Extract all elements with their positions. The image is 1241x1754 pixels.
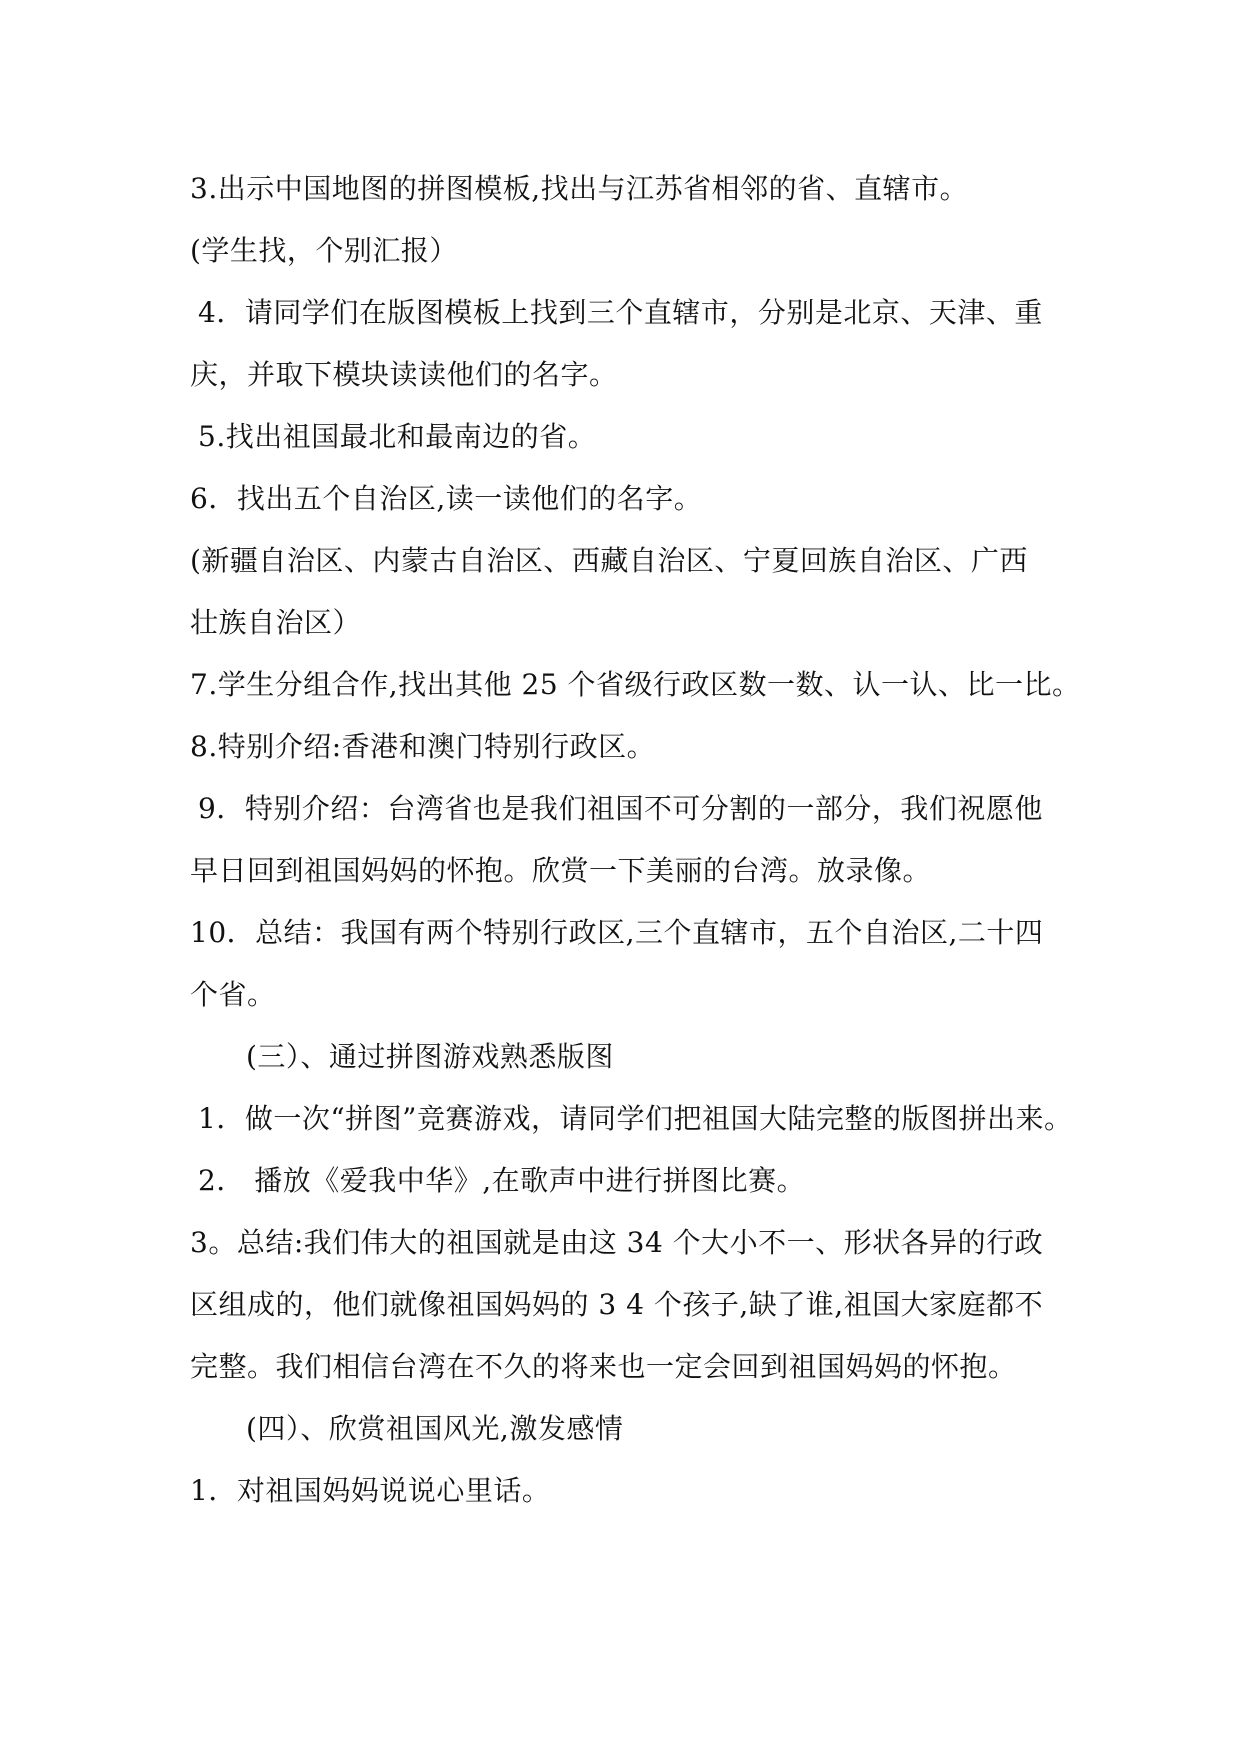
paragraph-line: 1．对祖国妈妈说说心里话。	[190, 1474, 551, 1507]
paragraph-line: 3.出示中国地图的拼图模板,找出与江苏省相邻的省、直辖市。	[190, 172, 969, 205]
paragraph-line: 完整。我们相信台湾在不久的将来也一定会回到祖国妈妈的怀抱。	[190, 1350, 1017, 1383]
paragraph-line: 4．请同学们在版图模板上找到三个直辖市，分别是北京、天津、重	[198, 296, 1043, 329]
paragraph-line: 6．找出五个自治区,读一读他们的名字。	[190, 482, 703, 515]
paragraph-line: 3。总结:我们伟大的祖国就是由这 34 个大小不一、形状各异的行政	[190, 1226, 1044, 1259]
paragraph-line: 早日回到祖国妈妈的怀抱。欣赏一下美丽的台湾。放录像。	[190, 854, 932, 887]
paragraph-line: (学生找，个别汇报）	[190, 234, 458, 267]
section-heading: (四）、欣赏祖国风光,激发感情	[246, 1412, 624, 1445]
section-heading: (三）、通过拼图游戏熟悉版图	[246, 1040, 614, 1073]
paragraph-line: 7.学生分组合作,找出其他 25 个省级行政区数一数、认一认、比一比。	[190, 668, 1081, 701]
paragraph-line: 2． 播放《爱我中华》,在歌声中进行拼图比赛。	[198, 1164, 806, 1197]
document-body	[190, 158, 1081, 1522]
paragraph-line: 10．总结：我国有两个特别行政区,三个直辖市，五个自治区,二十四	[190, 916, 1044, 949]
paragraph-line: (新疆自治区、内蒙古自治区、西藏自治区、宁夏回族自治区、广西	[190, 544, 1028, 577]
paragraph-line: 8.特别介绍:香港和澳门特别行政区。	[190, 730, 656, 763]
paragraph-line: 1．做一次“拼图”竞赛游戏，请同学们把祖国大陆完整的版图拼出来。	[198, 1102, 1073, 1135]
paragraph-line: 庆，并取下模块读读他们的名字。	[190, 358, 618, 391]
paragraph-line: 区组成的，他们就像祖国妈妈的 3 4 个孩子,缺了谁,祖国大家庭都不	[190, 1288, 1044, 1321]
paragraph-line: 5.找出祖国最北和最南边的省。	[198, 420, 597, 453]
paragraph-line: 壮族自治区）	[190, 606, 362, 639]
paragraph-line: 个省。	[190, 978, 276, 1011]
paragraph-line: 9．特别介绍：台湾省也是我们祖国不可分割的一部分，我们祝愿他	[198, 792, 1043, 825]
